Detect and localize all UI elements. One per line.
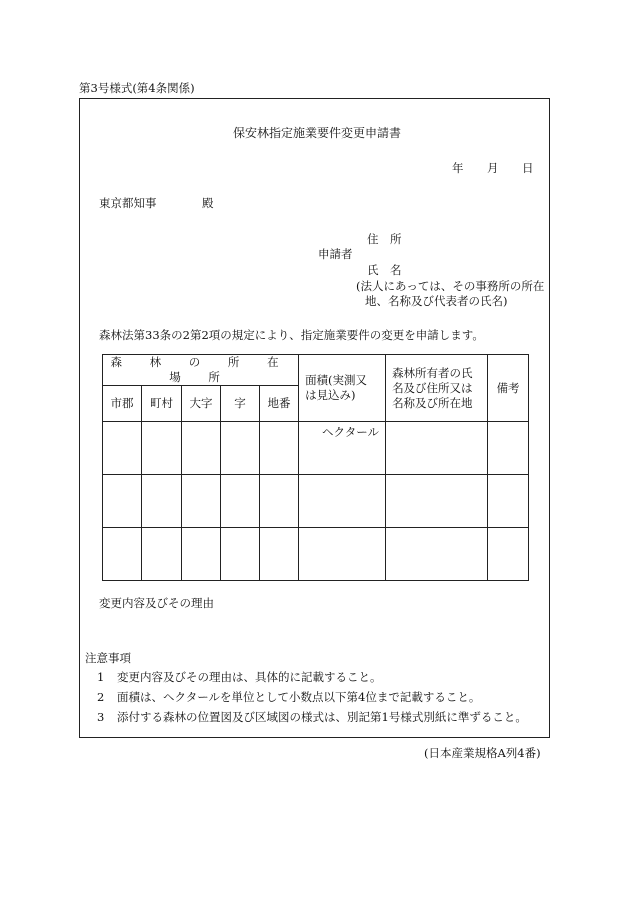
table-cell[interactable] <box>221 422 260 475</box>
table-cell[interactable] <box>182 528 221 581</box>
header-town-village: 町村 <box>142 386 182 422</box>
table-cell[interactable] <box>299 475 386 528</box>
forest-location-table <box>102 354 529 581</box>
table-cell[interactable] <box>182 475 221 528</box>
header-lot-number: 地番 <box>260 386 299 422</box>
change-reason-label: 変更内容及びその理由 <box>99 596 214 610</box>
table-cell[interactable] <box>260 422 299 475</box>
table-cell[interactable] <box>103 528 142 581</box>
note-item: 3 添付する森林の位置図及び区域図の様式は、別記第1号様式別紙に準ずること。 <box>97 710 527 724</box>
applicant-corp-note-2: 地、名称及び代表者の氏名) <box>365 294 508 308</box>
header-city-county: 市郡 <box>103 386 142 422</box>
table-cell[interactable] <box>142 528 182 581</box>
addressee-honorific: 殿 <box>202 196 214 210</box>
table-cell[interactable] <box>260 475 299 528</box>
table-cell[interactable] <box>488 422 529 475</box>
area-header: 面積(実測又 は見込み) <box>299 355 386 422</box>
applicant-name-label: 氏 名 <box>367 263 402 277</box>
table-cell[interactable] <box>488 528 529 581</box>
table-cell[interactable] <box>221 528 260 581</box>
applicant-corp-note-1: (法人にあっては、その事務所の所在 <box>356 279 545 293</box>
note-item: 2 面積は、ヘクタールを単位として小数点以下第4位まで記載すること。 <box>97 690 481 704</box>
table-cell[interactable] <box>386 528 488 581</box>
header-aza: 字 <box>221 386 260 422</box>
applicant-address-label: 住 所 <box>367 232 402 246</box>
table-cell[interactable] <box>221 475 260 528</box>
paper-size-note: (日本産業規格A列4番) <box>424 746 541 760</box>
form-title: 保安林指定施業要件変更申請書 <box>233 126 402 140</box>
location-header: 森 林 の 所 在 場 所 <box>103 355 299 386</box>
table-cell[interactable] <box>103 475 142 528</box>
table-row <box>103 475 529 528</box>
addressee-governor: 東京都知事 <box>99 196 157 210</box>
table-cell[interactable] <box>386 475 488 528</box>
owner-header: 森林所有者の氏 名及び住所又は 名称及び所在地 <box>386 355 488 422</box>
application-statement: 森林法第33条の2第2項の規定により、指定施業要件の変更を申請します。 <box>99 328 484 342</box>
note-item: 1 変更内容及びその理由は、具体的に記載すること。 <box>97 670 382 684</box>
table-cell[interactable] <box>260 528 299 581</box>
date-month-label: 月 <box>487 161 499 175</box>
table-cell[interactable] <box>182 422 221 475</box>
table-cell[interactable] <box>386 422 488 475</box>
form-label: 第3号様式(第4条関係) <box>79 81 195 95</box>
date-year-label: 年 <box>452 161 464 175</box>
table-cell[interactable] <box>142 475 182 528</box>
table-row <box>103 528 529 581</box>
table-cell[interactable] <box>299 528 386 581</box>
date-day-label: 日 <box>522 161 534 175</box>
table-cell[interactable] <box>142 422 182 475</box>
notes-heading: 注意事項 <box>85 651 131 665</box>
table-cell[interactable] <box>103 422 142 475</box>
header-oaza: 大字 <box>182 386 221 422</box>
area-unit-cell[interactable]: ヘクタール <box>299 422 386 475</box>
remarks-header: 備考 <box>488 355 529 422</box>
table-cell[interactable] <box>488 475 529 528</box>
table-row <box>103 422 529 475</box>
applicant-label: 申請者 <box>318 247 353 261</box>
